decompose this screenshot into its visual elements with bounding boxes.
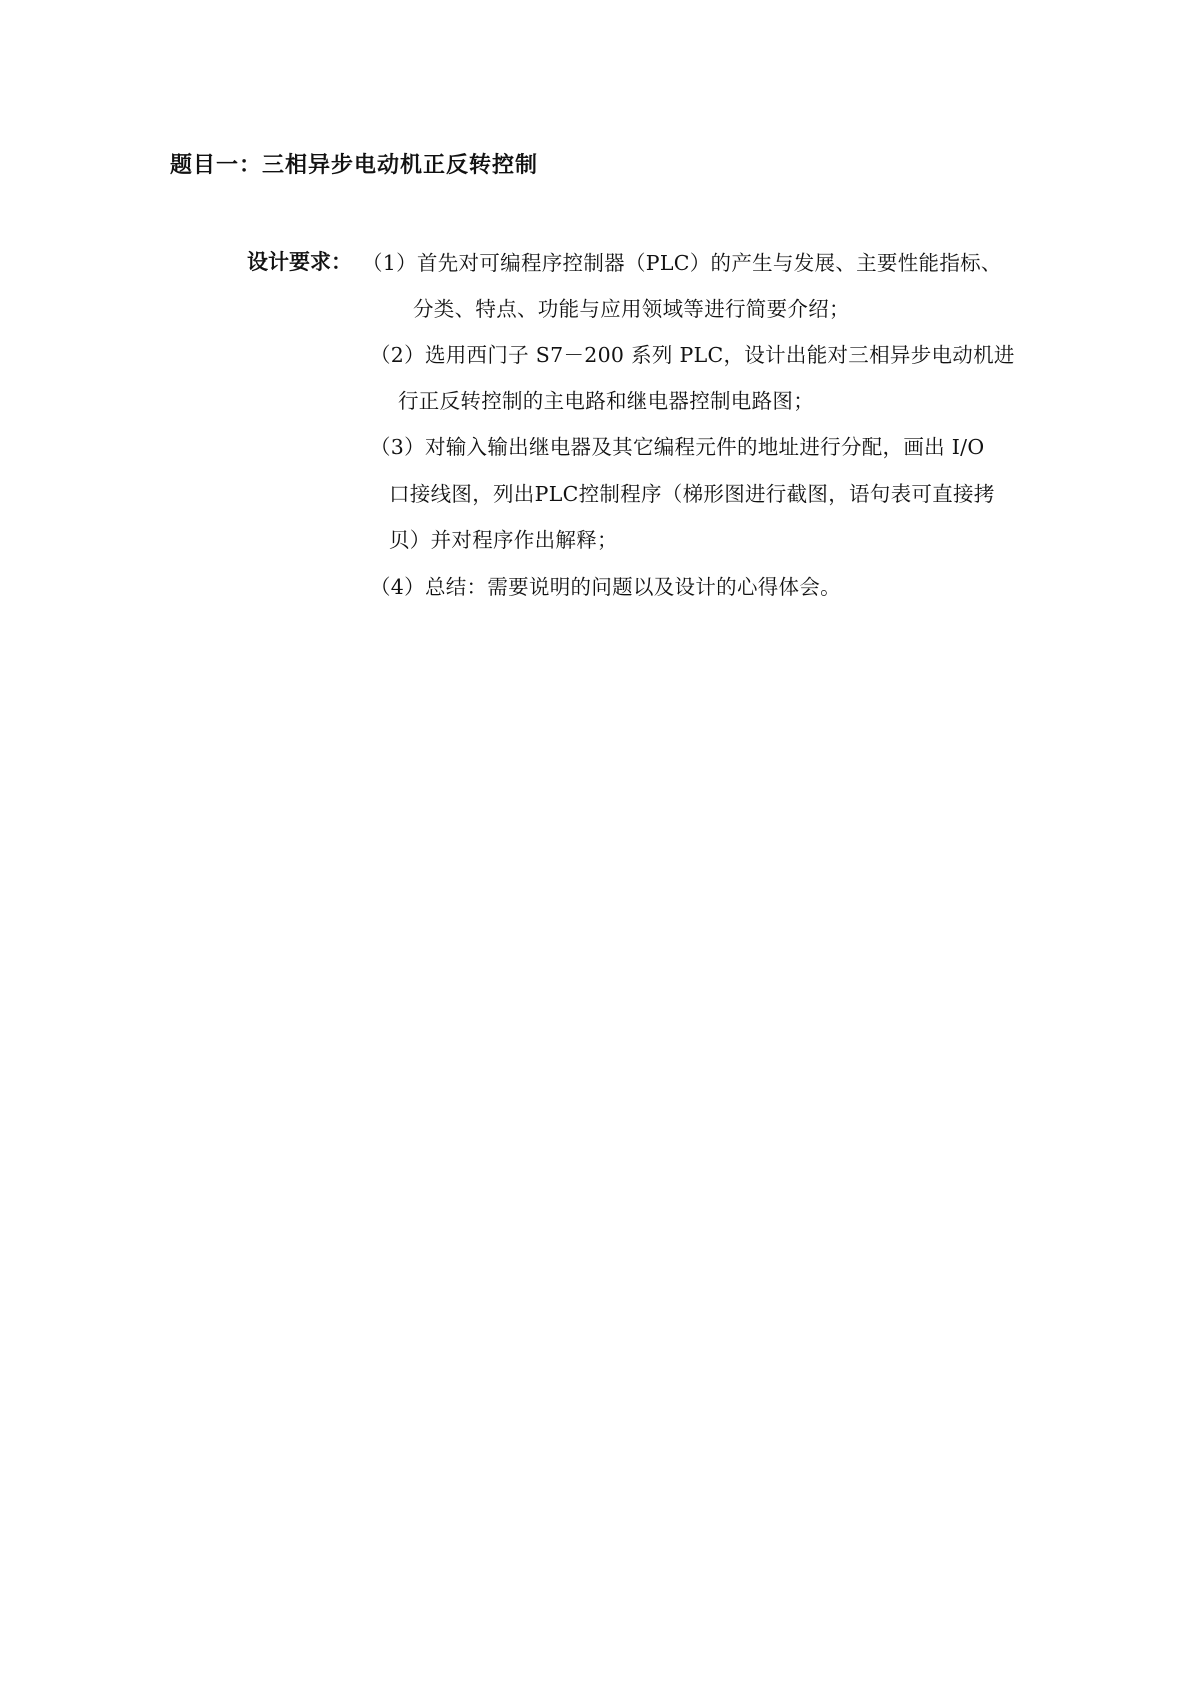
requirement-3-line-1: （3）对输入输出继电器及其它编程元件的地址进行分配，画出 I/O — [370, 435, 985, 459]
requirement-2-line-1: （2）选用西门子 S7－200 系列 PLC，设计出能对三相异步电动机进 — [370, 343, 1015, 367]
document-title: 题目一：三相异步电动机正反转控制 — [170, 153, 539, 178]
requirement-3-line-3: 贝）并对程序作出解释； — [389, 528, 618, 552]
requirements-label: 设计要求： — [247, 250, 352, 274]
requirement-4-line-1: （4）总结：需要说明的问题以及设计的心得体会。 — [370, 575, 841, 599]
requirement-1-line-2: 分类、特点、功能与应用领域等进行简要介绍； — [413, 297, 850, 321]
requirement-3-line-2: 口接线图，列出PLC控制程序（梯形图进行截图，语句表可直接拷 — [389, 482, 995, 506]
requirement-2-line-2: 行正反转控制的主电路和继电器控制电路图； — [398, 389, 814, 413]
requirement-1-line-1: （1）首先对可编程序控制器（PLC）的产生与发展、主要性能指标、 — [362, 251, 1002, 275]
